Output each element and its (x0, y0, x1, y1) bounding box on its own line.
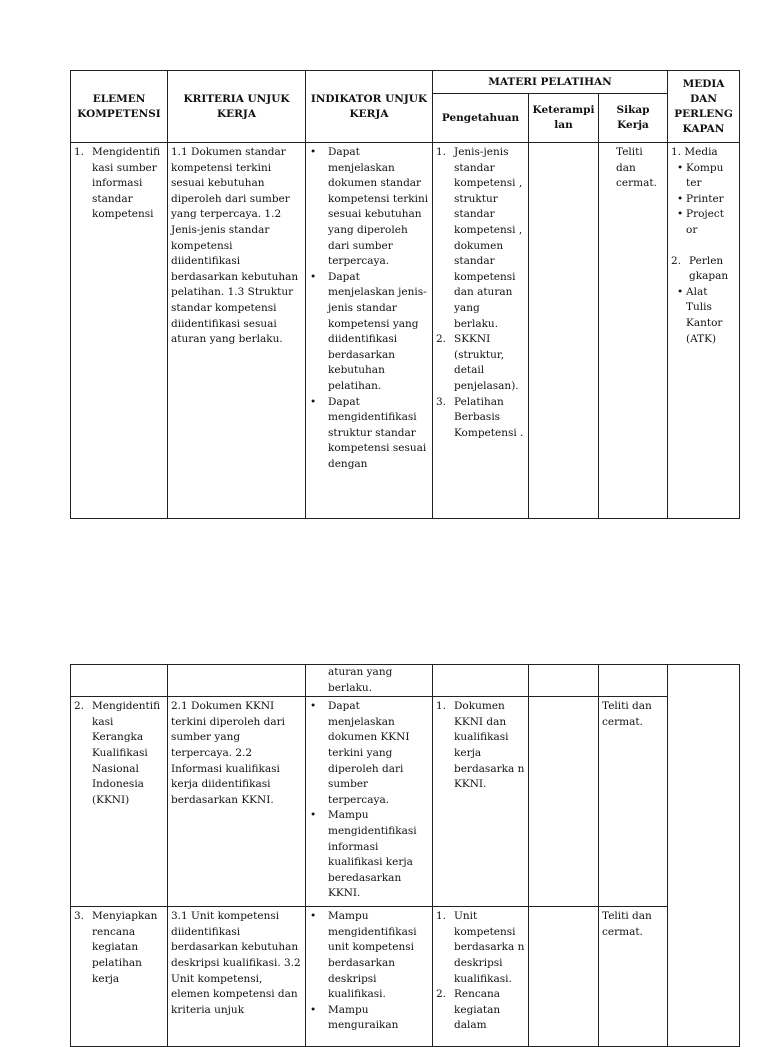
cell-media (668, 665, 740, 1047)
media-group-2: 2. Perlen gkapan (671, 254, 729, 283)
cell-kriteria: 1.1 Dokumen standar kompetensi terkini sesuai kebutuhan diperoleh dari sumber yang terpercaya. 1.2 Jenis-jenis standar kompetensi diidentifikasi berdasarkan kebutuhan pelatihan. 1.3 Struktur standar kompetensi diidentifikasi sesuai aturan yang berlaku. (168, 143, 306, 519)
header-sikap: Sikap Kerja (599, 94, 668, 143)
header-media: MEDIA DAN PERLENG KAPAN (668, 71, 740, 143)
list-item: • Printer (677, 192, 724, 205)
cell-elemen: 3. Menyiapkan rencana kegiatan pelatihan kerja (71, 907, 168, 1047)
cell-keterampilan (529, 907, 599, 1047)
cell-sikap: Teliti dan cermat. (599, 907, 668, 1047)
media-group-1: 1. Media (671, 146, 718, 158)
list-item: 1. Dokumen KKNI dan kualifikasi kerja berdasarka n KKNI. (436, 700, 525, 791)
list-item: 3. Pelatihan Berbasis Kompetensi . (436, 395, 524, 439)
competency-table-top (70, 70, 740, 519)
list-item: • Kompu ter (677, 161, 724, 190)
table-row (71, 665, 740, 697)
cell-sikap: Teliti dan cermat. (599, 143, 668, 519)
cell-indikator-continued: aturan yang berlaku. (306, 665, 433, 697)
header-elemen: ELEMEN KOMPETENSI (71, 71, 168, 143)
cell-pengetahuan (433, 697, 529, 907)
table-row (71, 697, 740, 907)
header-pengetahuan: Pengetahuan (433, 94, 529, 143)
list-item: • Dapat menjelaskan jenis-jenis standar kompetensi yang diidentifikasi berdasarkan kebutuhan pelatihan. (310, 270, 427, 392)
header-kriteria: KRITERIA UNJUK KERJA (168, 71, 306, 143)
cell-kriteria: 2.1 Dokumen KKNI terkini diperoleh dari sumber yang terpercaya. 2.2 Informasi kualifikasi kerja diidentifikasi berdasarkan KKNI. (168, 697, 306, 907)
list-item: • Alat Tulis Kantor (ATK) (677, 285, 723, 345)
cell-kriteria: 3.1 Unit kompetensi diidentifikasi berdasarkan kebutuhan deskripsi kualifikasi. 3.2 Unit kompetensi, elemen kompetensi dan kriteria unjuk (168, 907, 306, 1047)
header-indikator: INDIKATOR UNJUK KERJA (306, 71, 433, 143)
list-item: 1. Unit kompetensi berdasarka n deskripsi kualifikasi. (436, 910, 525, 985)
competency-table-bottom (70, 664, 740, 1047)
cell-elemen: 1. Mengidentifi kasi sumber informasi standar kompetensi (71, 143, 168, 519)
list-item: • Mampu mengidentifikasi unit kompetensi berdasarkan deskripsi kualifikasi. (310, 910, 417, 1001)
cell-keterampilan (529, 697, 599, 907)
table-row (71, 907, 740, 1047)
list-item: 1. Jenis-jenis standar kompetensi , struktur standar kompetensi , dokumen standar kompetensi dan aturan yang berlaku. (436, 146, 523, 330)
list-item: • Dapat menjelaskan dokumen KKNI terkini yang diperoleh dari sumber terpercaya. (310, 700, 410, 806)
cell-indikator (306, 907, 433, 1047)
cell-elemen: 2. Mengidentifi kasi Kerangka Kualifikasi Nasional Indonesia (KKNI) (71, 697, 168, 907)
list-item: • Project or (677, 208, 724, 236)
list-item: 2. Rencana kegiatan dalam (436, 988, 501, 1032)
cell-pengetahuan (433, 907, 529, 1047)
cell-indikator (306, 697, 433, 907)
list-item: • Dapat mengidentifikasi struktur standar kompetensi sesuai dengan (310, 395, 427, 470)
list-item: • Mampu menguraikan (310, 1003, 399, 1032)
cell-pengetahuan (433, 143, 529, 519)
header-materi: MATERI PELATIHAN (433, 71, 668, 94)
cell-sikap: Teliti dan cermat. (599, 697, 668, 907)
header-keterampilan: Keterampi lan (529, 94, 599, 143)
list-item: • Mampu mengidentifikasi informasi kualifikasi kerja beredasarkan KKNI. (310, 809, 417, 900)
list-item: • Dapat menjelaskan dokumen standar kompetensi terkini sesuai kebutuhan yang diperoleh dari sumber terpercaya. (310, 146, 429, 268)
cell-media (668, 143, 740, 519)
list-item: 2. SKKNI (struktur, detail penjelasan). (436, 333, 519, 392)
cell-keterampilan (529, 143, 599, 519)
table-row (71, 143, 740, 519)
cell-indikator (306, 143, 433, 519)
